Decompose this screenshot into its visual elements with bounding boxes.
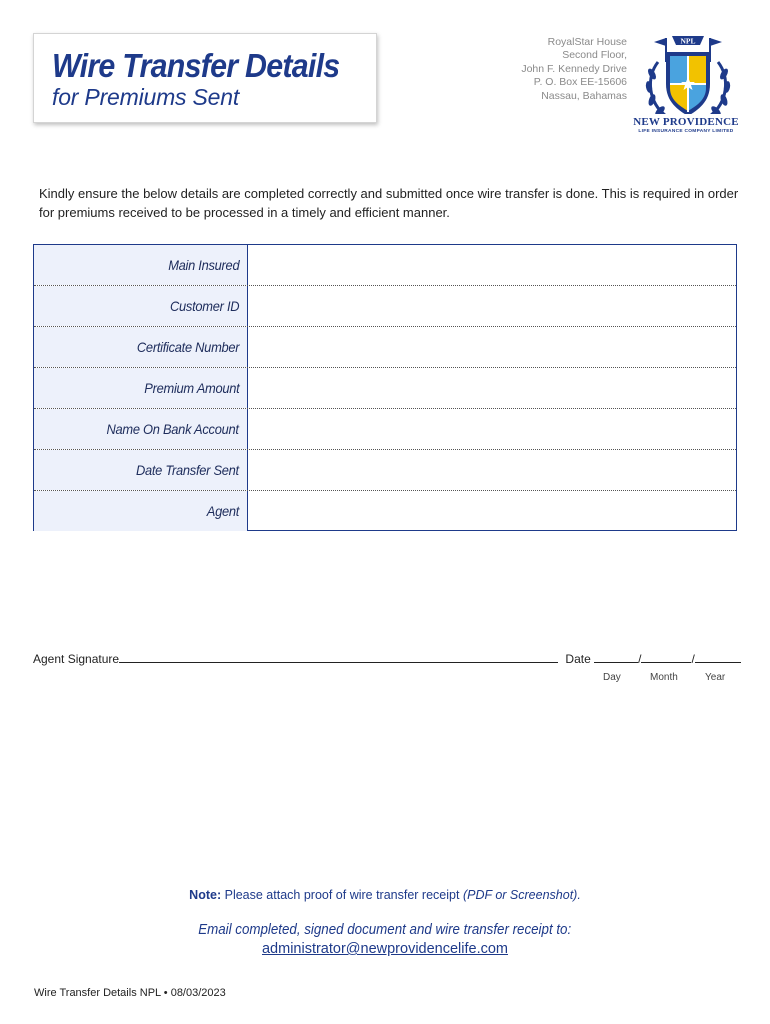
address-line-5: Nassau, Bahamas [541, 89, 627, 102]
field-row-customer-id [34, 286, 736, 327]
main-insured-field[interactable] [248, 245, 736, 285]
field-label [34, 286, 248, 326]
note-text: Please attach proof of wire transfer receipt [224, 888, 460, 902]
label-certificate-number: Certificate Number [136, 339, 239, 355]
certificate-number-field[interactable] [248, 327, 736, 367]
month-caption: Month [650, 672, 678, 683]
field-row-certificate-number [34, 327, 736, 368]
address-line-2: Second Floor, [562, 49, 627, 62]
field-row-main-insured [34, 245, 736, 286]
field-label [34, 409, 248, 449]
year-caption: Year [705, 672, 726, 683]
agent-signature-label: Agent Signature [33, 652, 120, 666]
field-label [34, 491, 248, 531]
signature-row: Agent Signature Date / / [33, 652, 738, 666]
date-month-field[interactable] [641, 653, 691, 663]
day-caption: Day [603, 672, 621, 683]
date-day-field[interactable] [594, 653, 638, 663]
address-line-1: RoyalStar House [547, 36, 627, 48]
date-transfer-sent-field[interactable] [248, 450, 736, 490]
page-subtitle: for Premiums Sent [52, 84, 240, 110]
page-title: Wire Transfer Details [52, 47, 340, 84]
email-instruction [0, 922, 770, 938]
agent-field[interactable] [248, 491, 736, 531]
email-link[interactable]: administrator@newprovidencelife.com [261, 941, 509, 957]
field-row-premium-amount [34, 368, 736, 409]
date-label: Date [565, 652, 591, 666]
note-paren: (PDF or Screenshot). [462, 888, 581, 902]
date-year-field[interactable] [695, 653, 741, 663]
label-premium-amount: Premium Amount [143, 380, 239, 396]
title-box [33, 33, 377, 123]
address-line-4: P. O. Box EE-15606 [533, 76, 627, 89]
footer-text: Wire Transfer Details NPL • 08/03/2023 [34, 987, 226, 999]
agent-signature-field[interactable] [119, 653, 558, 663]
name-on-bank-account-field[interactable] [248, 409, 736, 449]
label-name-on-bank-account: Name On Bank Account [106, 421, 239, 437]
label-main-insured: Main Insured [167, 257, 239, 273]
field-row-name-on-bank-account [34, 409, 736, 450]
details-form-table [33, 244, 737, 531]
logo-tagline: LIFE INSURANCE COMPANY LIMITED [638, 129, 734, 134]
address-line-3: John F. Kennedy Drive [521, 62, 627, 75]
note-label: Note: [189, 888, 222, 902]
premium-amount-field[interactable] [248, 368, 736, 408]
svg-text:NPL: NPL [680, 36, 696, 46]
field-row-agent [34, 491, 736, 531]
customer-id-field[interactable] [248, 286, 736, 326]
email-instruction-text: Email completed, signed document and wire transfer receipt to: [198, 922, 572, 938]
field-label [34, 245, 248, 285]
attachment-note [0, 888, 770, 902]
label-date-transfer-sent: Date Transfer Sent [136, 462, 239, 478]
label-customer-id: Customer ID [169, 298, 239, 314]
field-row-date-transfer-sent [34, 450, 736, 491]
label-agent: Agent [206, 503, 239, 519]
logo-company-name: NEW PROVIDENCE [633, 116, 739, 128]
intro-paragraph: Kindly ensure the below details are completed correctly and submitted once wire transfer is done. This is required in order for premiums received to be processed in a timely and efficient manner. [39, 186, 739, 220]
field-label [34, 368, 248, 408]
field-label [34, 450, 248, 490]
field-label [34, 327, 248, 367]
company-address [427, 36, 627, 103]
